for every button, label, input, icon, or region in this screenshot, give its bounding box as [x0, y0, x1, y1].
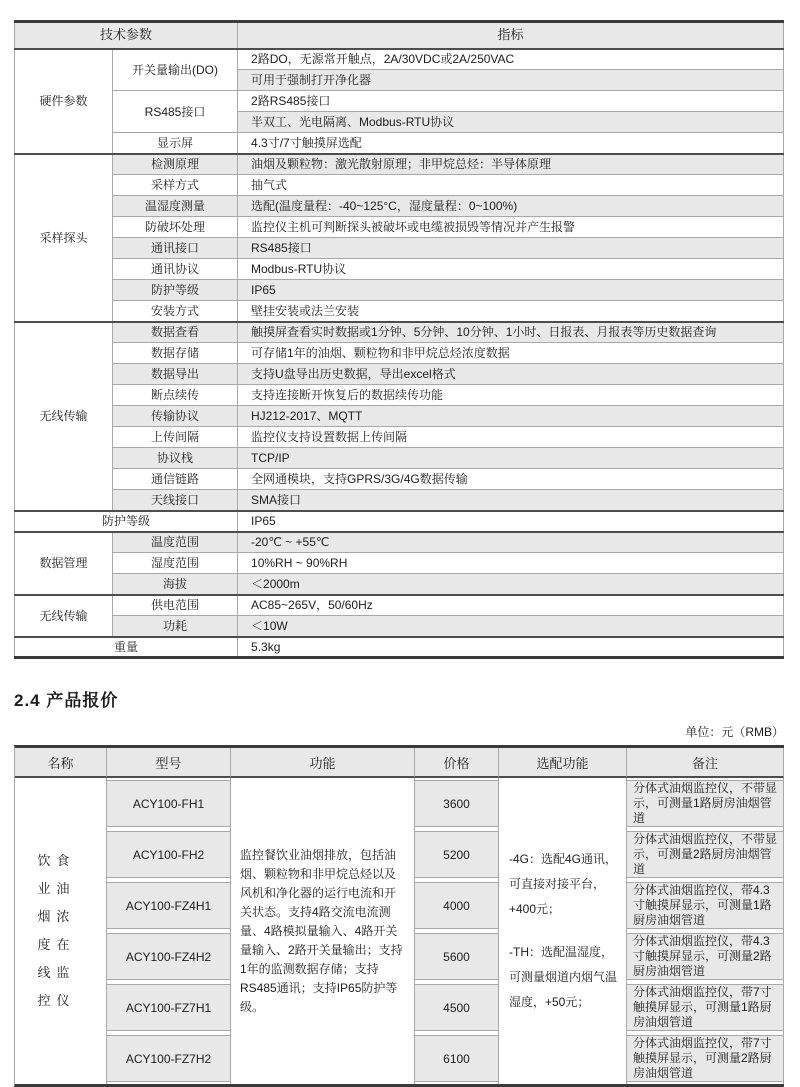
spec-row [15, 301, 784, 322]
spec-row [15, 49, 784, 70]
model-cell: ACY100-FH1 [107, 778, 231, 829]
spec-row [15, 175, 784, 196]
spec-value-cell: 2路DO，无源常开触点，2A/30VDC或2A/250VAC [238, 49, 784, 70]
price-cell: 4500 [415, 982, 499, 1033]
spec-param-cell: 功耗 [113, 616, 238, 637]
spec-row [15, 343, 784, 364]
spec-row [15, 511, 784, 532]
price-table [14, 745, 784, 1087]
spec-row [15, 217, 784, 238]
spec-param-cell: 数据存储 [113, 343, 238, 364]
spec-value-cell: 10%RH ~ 90%RH [238, 553, 784, 574]
spec-param-cell: 传输协议 [113, 406, 238, 427]
remark-cell: 分体式油烟监控仪，带7寸触摸屏显示，可测量1路厨房油烟管道 [627, 982, 784, 1033]
spec-category-cell: 硬件参数 [15, 49, 113, 154]
spec-row [15, 133, 784, 154]
spec-param-cell: 温度范围 [113, 532, 238, 553]
spec-value-cell: 全网通模块，支持GPRS/3G/4G数据传输 [238, 469, 784, 490]
model-cell: ACY100-FZ7H2 [107, 1033, 231, 1084]
spec-header-param: 技术参数 [15, 22, 238, 49]
spec-param-cell: 温湿度测量 [113, 196, 238, 217]
spec-param-cell: 检测原理 [113, 154, 238, 175]
option-4g: -4G：选配4G通讯，可直接对接平台，+400元； [509, 852, 618, 916]
spec-row [15, 637, 784, 658]
spec-param-cell: 海拔 [113, 574, 238, 595]
spec-category-cell: 无线传输 [15, 595, 113, 637]
spec-param-cell: 供电范围 [113, 595, 238, 616]
spec-value-cell: 半双工、光电隔离、Modbus-RTU协议 [238, 112, 784, 133]
section-title: 2.4 产品报价 [14, 691, 119, 710]
spec-value-cell: 油烟及颗粒物：激光散射原理；非甲烷总烃：半导体原理 [238, 154, 784, 175]
price-cell: 5600 [415, 931, 499, 982]
spec-value-cell: SMA接口 [238, 490, 784, 511]
spec-category-cell: 数据管理 [15, 532, 113, 595]
spec-row [15, 322, 784, 343]
spec-row [15, 280, 784, 301]
spec-header-indicator: 指标 [238, 22, 784, 49]
spec-param-cell: 安装方式 [113, 301, 238, 322]
spec-row [15, 595, 784, 616]
spec-value-cell: 5.3kg [238, 637, 784, 658]
price-header-remark: 备注 [627, 748, 784, 778]
spec-param-cell: 协议栈 [113, 448, 238, 469]
spec-wide-label-cell: 重量 [15, 637, 238, 658]
spec-value-cell: Modbus-RTU协议 [238, 259, 784, 280]
spec-param-cell: 通信链路 [113, 469, 238, 490]
product-name: 饮食业油烟浓度在线监控仪 [37, 853, 76, 1008]
model-cell: ACY100-FZ7H1 [107, 982, 231, 1033]
spec-value-cell: 支持U盘导出历史数据，导出excel格式 [238, 364, 784, 385]
spec-value-cell: -20℃ ~ +55℃ [238, 532, 784, 553]
remark-cell: 分体式油烟监控仪，带7寸触摸屏显示，可测量2路厨房油烟管道 [627, 1033, 784, 1084]
price-header-name: 名称 [15, 748, 107, 778]
spec-param-cell: 断点续传 [113, 385, 238, 406]
spec-param-cell: 通讯协议 [113, 259, 238, 280]
model-cell: ACY100-FZ4H1 [107, 880, 231, 931]
spec-wide-label-cell: 防护等级 [15, 511, 238, 532]
spec-param-cell: 数据查看 [113, 322, 238, 343]
spec-param-cell: 显示屏 [113, 133, 238, 154]
spec-row [15, 427, 784, 448]
spec-row [15, 91, 784, 112]
spec-row [15, 448, 784, 469]
price-header-function: 功能 [231, 748, 415, 778]
price-header-options: 选配功能 [499, 748, 627, 778]
spec-category-cell: 无线传输 [15, 322, 113, 511]
spec-row [15, 553, 784, 574]
spec-value-cell: 4.3寸/7寸触摸屏选配 [238, 133, 784, 154]
spec-row [15, 406, 784, 427]
spec-value-cell: 可存储1年的油烟、颗粒物和非甲烷总烃浓度数据 [238, 343, 784, 364]
unit-label: 单位：元（RMB） [685, 725, 784, 739]
spec-param-cell: 采样方式 [113, 175, 238, 196]
spec-row [15, 616, 784, 637]
spec-param-cell: 湿度范围 [113, 553, 238, 574]
spec-row [15, 196, 784, 217]
spec-row [15, 364, 784, 385]
product-name-cell [15, 778, 107, 1084]
spec-value-cell: IP65 [238, 280, 784, 301]
spec-value-cell: TCP/IP [238, 448, 784, 469]
spec-value-cell: IP65 [238, 511, 784, 532]
model-cell: ACY100-FH2 [107, 829, 231, 880]
spec-row [15, 532, 784, 553]
spec-value-cell: 支持连接断开恢复后的数据续传功能 [238, 385, 784, 406]
model-cell: ACY100-FZ4H2 [107, 931, 231, 982]
spec-category-cell: 采样探头 [15, 154, 113, 322]
spec-value-cell: 监控仪主机可判断探头被破坏或电缆被损毁等情况并产生报警 [238, 217, 784, 238]
spec-param-cell: 上传间隔 [113, 427, 238, 448]
spec-value-cell: ＜2000m [238, 574, 784, 595]
options-cell [499, 778, 627, 1084]
spec-value-cell: 可用于强制打开净化器 [238, 70, 784, 91]
remark-cell: 分体式油烟监控仪，不带显示，可测量2路厨房油烟管道 [627, 829, 784, 880]
spec-table [14, 20, 784, 659]
spec-value-cell: 2路RS485接口 [238, 91, 784, 112]
remark-cell: 分体式油烟监控仪，带4.3寸触摸屏显示，可测量1路厨房油烟管道 [627, 880, 784, 931]
spec-value-cell: RS485接口 [238, 238, 784, 259]
price-cell: 5200 [415, 829, 499, 880]
remark-cell: 分体式油烟监控仪，不带显示，可测量1路厨房油烟管道 [627, 778, 784, 829]
spec-row [15, 385, 784, 406]
spec-param-cell: 开关量输出(DO) [113, 49, 238, 91]
spec-param-cell: 防护等级 [113, 280, 238, 301]
function-text: 监控餐饮业油烟排放，包括油烟、颗粒物和非甲烷总烃以及风机和净化器的运行电流和开关状态。支持4路交流电流测量、4路模拟量输入、4路开关量输入、2路开关量输出；支持1年的监测数据存储；支持RS485通讯；支持IP65防护等级。 [240, 847, 403, 1014]
spec-value-cell: 壁挂安装或法兰安装 [238, 301, 784, 322]
spec-value-cell: 抽气式 [238, 175, 784, 196]
price-header-price: 价格 [415, 748, 499, 778]
spec-row [15, 574, 784, 595]
price-cell: 3600 [415, 778, 499, 829]
spec-value-cell: AC85~265V，50/60Hz [238, 595, 784, 616]
spec-row [15, 490, 784, 511]
spec-header-row [15, 22, 784, 49]
function-cell [231, 778, 415, 1084]
spec-value-cell: ＜10W [238, 616, 784, 637]
spec-row [15, 469, 784, 490]
spec-value-cell: HJ212-2017、MQTT [238, 406, 784, 427]
spec-row [15, 238, 784, 259]
spec-row [15, 154, 784, 175]
spec-param-cell: 防破坏处理 [113, 217, 238, 238]
spec-value-cell: 触摸屏查看实时数据或1分钟、5分钟、10分钟、1小时、日报表、月报表等历史数据查询 [238, 322, 784, 343]
option-th: -TH：选配温湿度，可测量烟道内烟气温湿度，+50元； [509, 945, 618, 1009]
spec-param-cell: RS485接口 [113, 91, 238, 133]
spec-param-cell: 数据导出 [113, 364, 238, 385]
price-header-model: 型号 [107, 748, 231, 778]
spec-param-cell: 天线接口 [113, 490, 238, 511]
spec-value-cell: 选配(温度量程：-40~125°C，湿度量程：0~100%) [238, 196, 784, 217]
price-cell: 6100 [415, 1033, 499, 1084]
price-cell: 4000 [415, 880, 499, 931]
spec-param-cell: 通讯接口 [113, 238, 238, 259]
spec-value-cell: 监控仪支持设置数据上传间隔 [238, 427, 784, 448]
remark-cell: 分体式油烟监控仪，带4.3寸触摸屏显示，可测量2路厨房油烟管道 [627, 931, 784, 982]
spec-row [15, 259, 784, 280]
